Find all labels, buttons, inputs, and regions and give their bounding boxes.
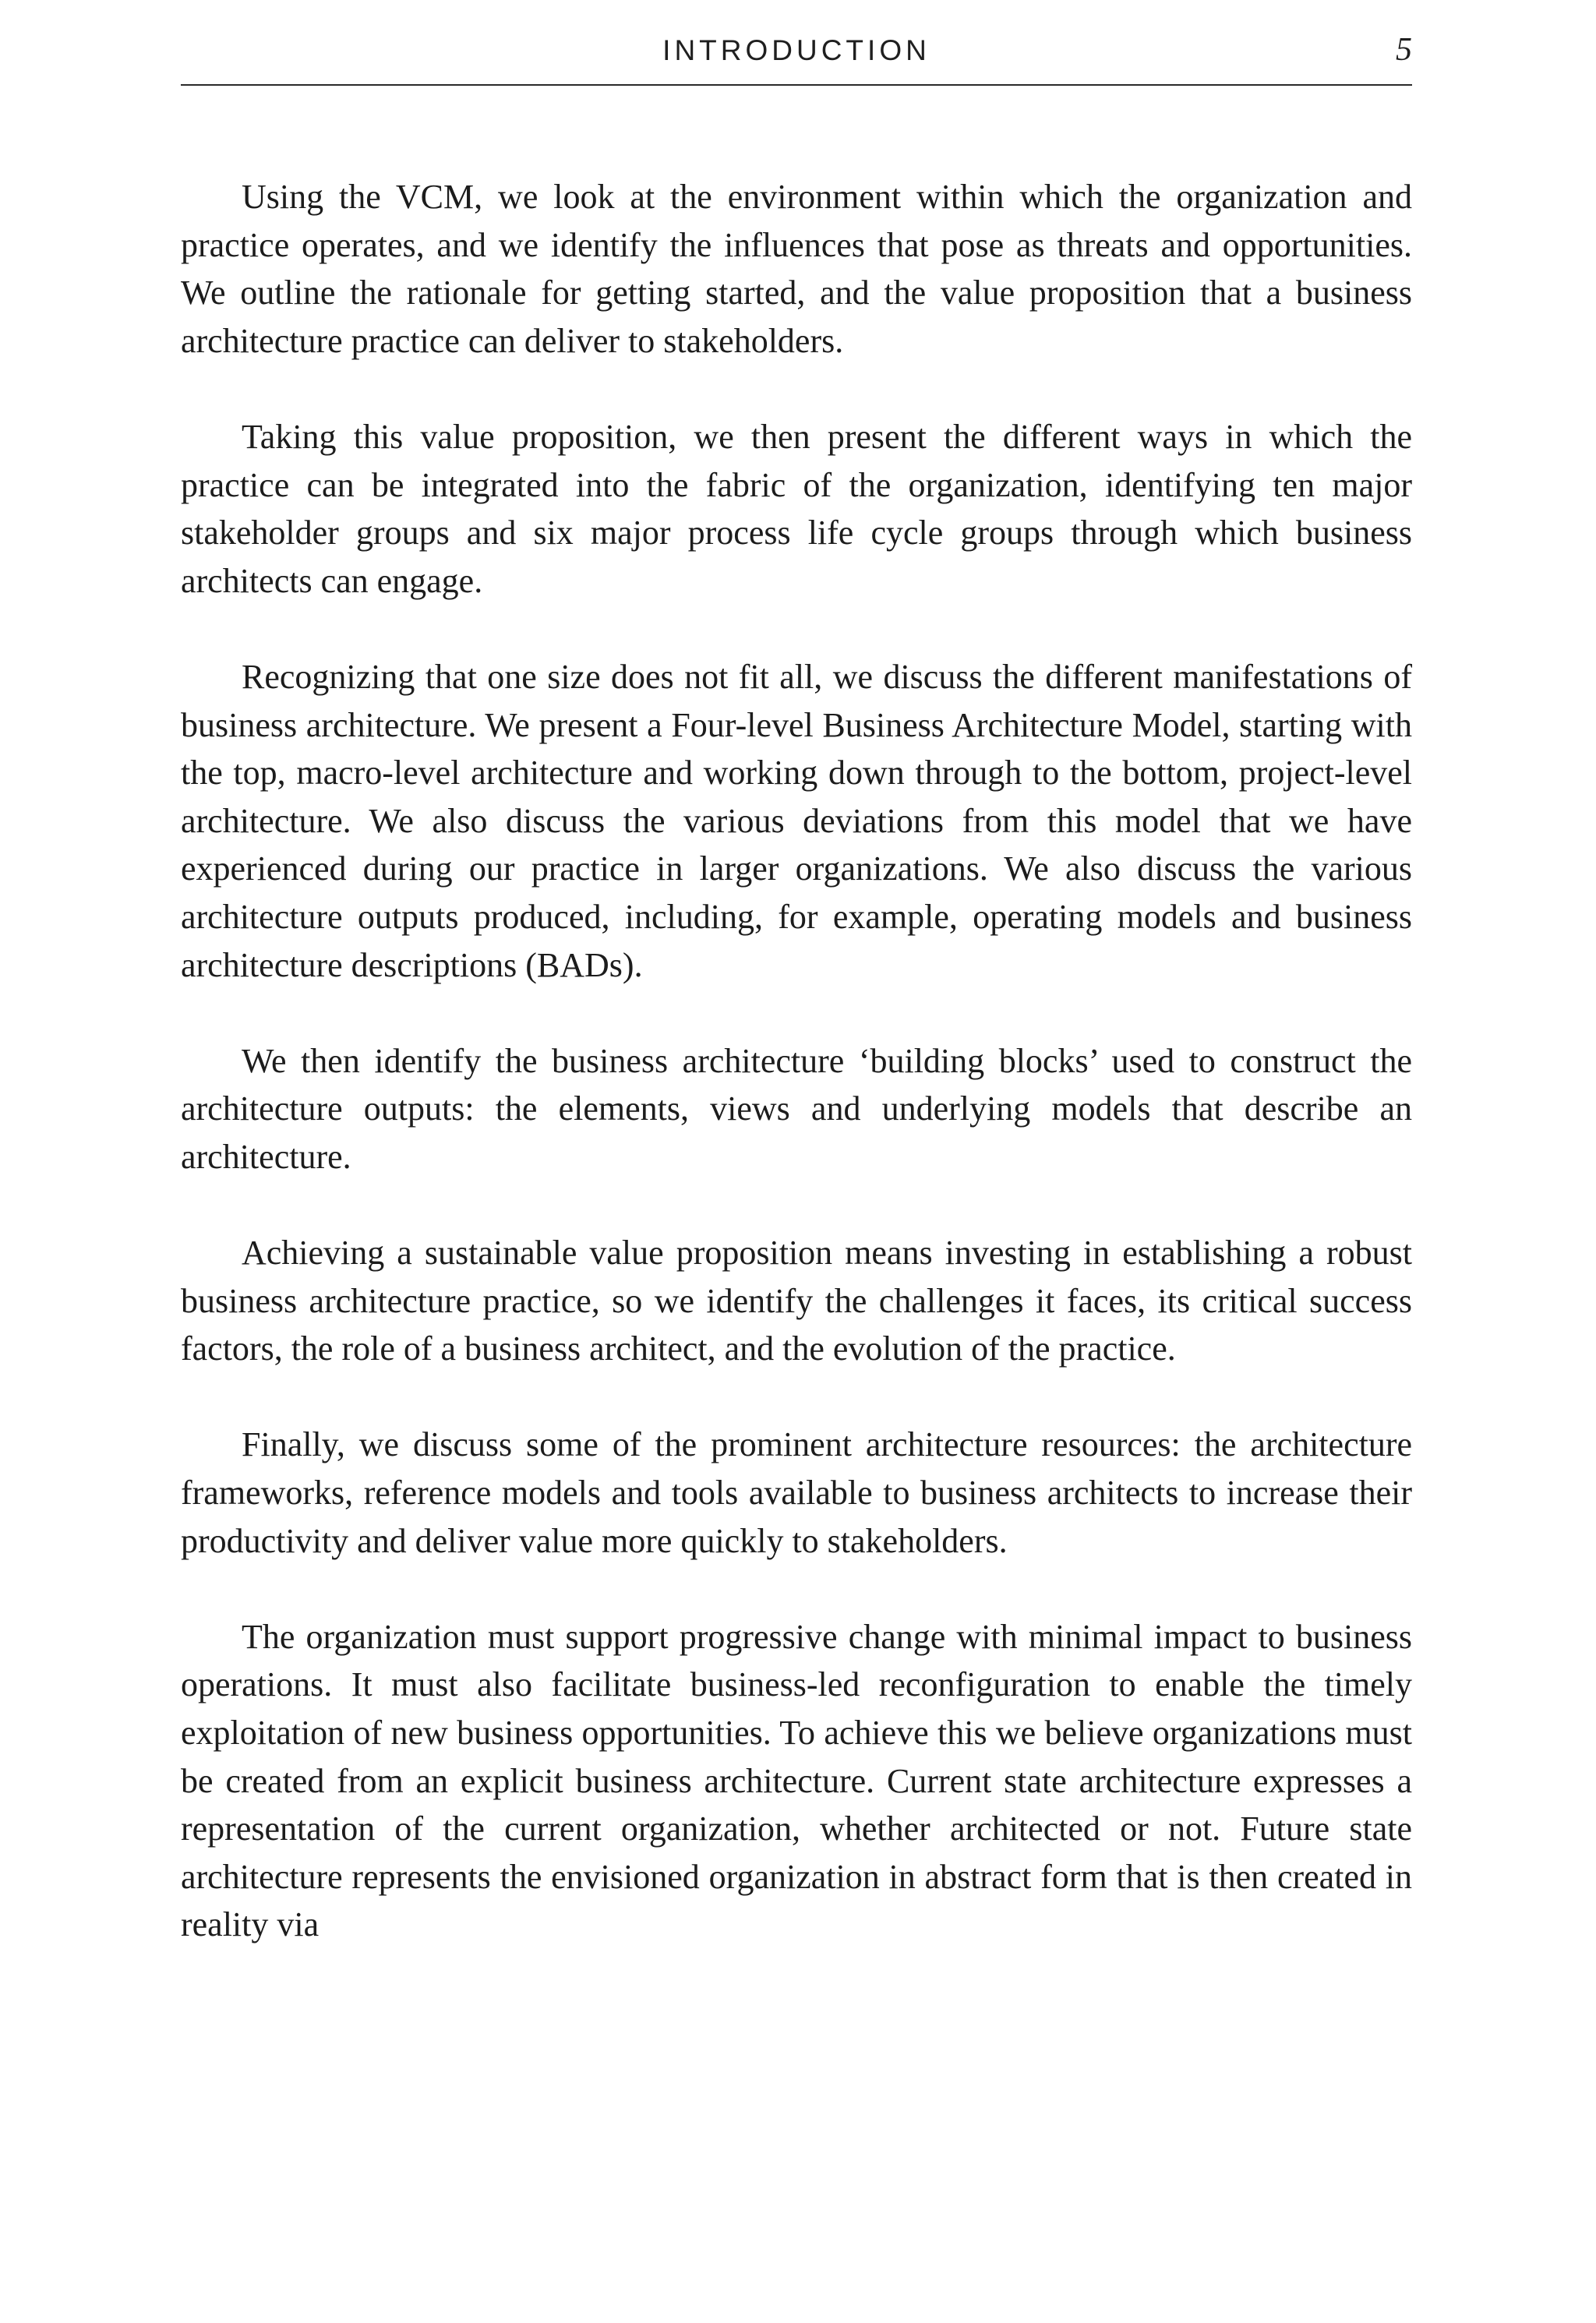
running-title: INTRODUCTION	[662, 34, 930, 66]
running-header	[181, 31, 1412, 86]
paragraph-sustainable-practice: Achieving a sustainable value proposition means investing in establishing a robust business architecture practice, so we identify the challenges it faces, its critical success factors, the role of a business architect, and the evolution of the practice.	[181, 1234, 1412, 1368]
paragraph-resources: Finally, we discuss some of the prominent architecture resources: the architecture frameworks, reference models and tools available to business architects to increase their productivity and deliver value more quickly to stakeholders.	[181, 1425, 1412, 1560]
paragraph-vcm-environment: Using the VCM, we look at the environment within which the organization and practice operates, and we identify the influences that pose as threats and opportunities. We outline the rationale for getting started, and the value proposition that a business architecture practice can deliver to stakeholders.	[181, 178, 1412, 360]
paragraph-building-blocks: We then identify the business architecture ‘building blocks’ used to construct the architecture outputs: the elements, views and underlying models that describe an architecture.	[181, 1041, 1412, 1176]
page-number: 5	[1396, 32, 1412, 68]
paragraph-manifestations: Recognizing that one size does not fit all, we discuss the different manifestations of business architecture. We present a Four-level Business Architecture Model, starting with the top, macro-level architecture and working down through to the bottom, project-level architecture. We also discuss the various deviations from this model that we have experienced during our practice in larger organizations. We also discuss the various architecture outputs produced, including, for example, operating models and business architecture descriptions (BADs).	[181, 657, 1412, 984]
paragraph-progressive-change: The organization must support progressive change with minimal impact to business operations. It must also facilitate business-led reconfiguration to enable the timely exploitation of new business opportunities. To achieve this we believe organizations must be created from an explicit business architecture. Current state architecture expresses a representation of the current organization, whether architected or not. Future state architecture represents the envisioned organization in abstract form that is then created in reality via	[181, 1617, 1412, 1944]
paragraph-integration: Taking this value proposition, we then present the different ways in which the practice can be integrated into the fabric of the organization, identifying ten major stakeholder groups and six major process life cycle groups through which business architects can engage.	[181, 417, 1412, 600]
body-text	[181, 173, 1412, 1949]
